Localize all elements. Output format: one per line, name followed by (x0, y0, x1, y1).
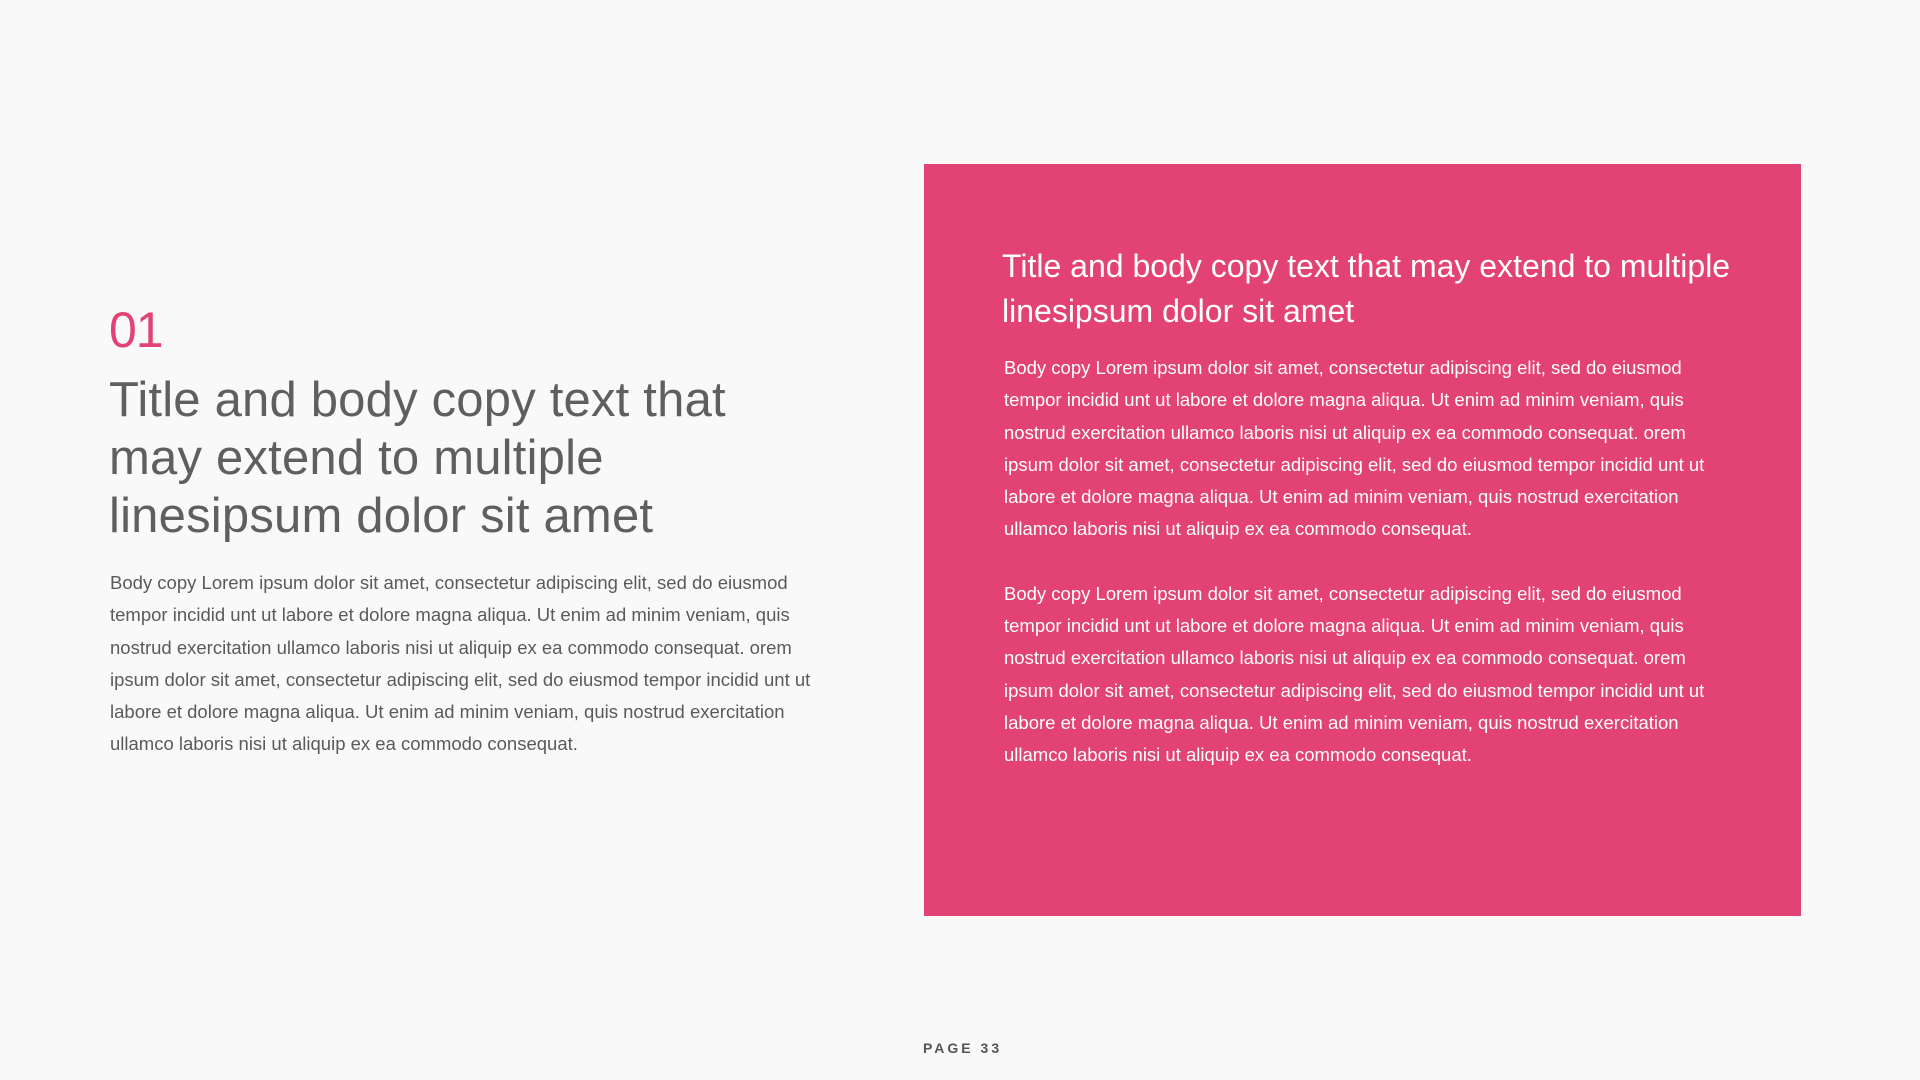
section-title: Title and body copy text that may extend to multiple linesipsum dolor sit amet (109, 373, 726, 543)
page-number: PAGE 33 (923, 1040, 1003, 1056)
highlight-panel (924, 164, 1801, 916)
panel-paragraph: Body copy Lorem ipsum dolor sit amet, consectetur adipiscing elit, sed do eiusmod tempor incidid unt ut labore et dolore magna aliqua. Ut enim ad minim veniam, quis nostrud exercitation ullamco laboris nisi ut aliquip ex ea commodo consequat. orem ipsum dolor sit amet, consectetur adipiscing elit, sed do eiusmod tempor incidid unt ut labore et dolore magna aliqua. Ut enim ad minim veniam, quis nostrud exercitation ullamco laboris nisi ut aliquip ex ea commodo consequat. (1004, 357, 1705, 540)
left-column (109, 300, 814, 761)
panel-paragraph: Body copy Lorem ipsum dolor sit amet, consectetur adipiscing elit, sed do eiusmod tempor incidid unt ut labore et dolore magna aliqua. Ut enim ad minim veniam, quis nostrud exercitation ullamco laboris nisi ut aliquip ex ea commodo consequat. orem ipsum dolor sit amet, consectetur adipiscing elit, sed do eiusmod tempor incidid unt ut labore et dolore magna aliqua. Ut enim ad minim veniam, quis nostrud exercitation ullamco laboris nisi ut aliquip ex ea commodo consequat. (1004, 582, 1705, 766)
section-number: 01 (109, 302, 163, 358)
section-body: Body copy Lorem ipsum dolor sit amet, consectetur adipiscing elit, sed do eiusmod tempor incidid unt ut labore et dolore magna aliqua. Ut enim ad minim veniam, quis nostrud exercitation ullamco laboris nisi ut aliquip ex ea commodo consequat. orem ipsum dolor sit amet, consectetur adipiscing elit, sed do eiusmod tempor incidid unt ut labore et dolore magna aliqua. Ut enim ad minim veniam, quis nostrud exercitation ullamco laboris nisi ut aliquip ex ea commodo consequat. (110, 572, 811, 755)
panel-title: Title and body copy text that may extend to multiple linesipsum dolor sit amet (1002, 248, 1731, 329)
highlight-panel-content (1002, 244, 1732, 772)
